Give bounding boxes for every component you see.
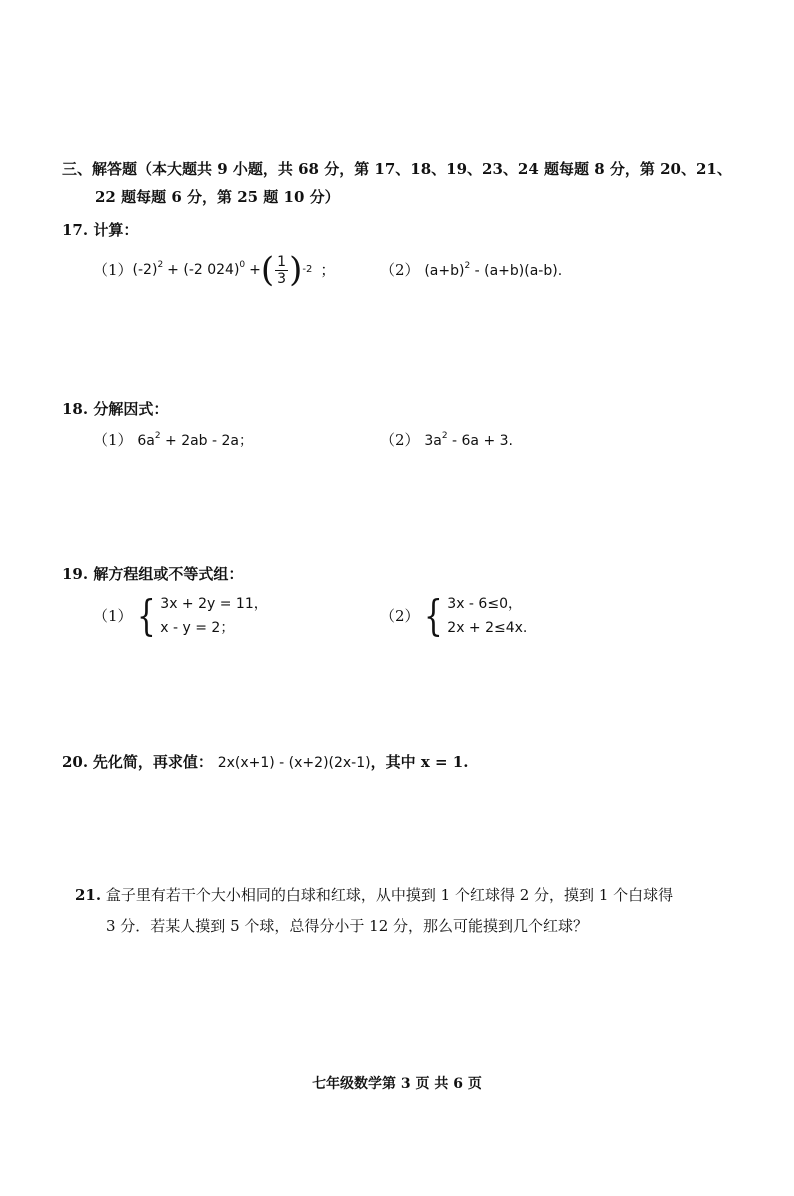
q18-part1-exp: 2 xyxy=(154,431,161,441)
q18-part1-rest: + 2ab - 2a； xyxy=(165,433,254,449)
right-paren: ) xyxy=(289,250,303,290)
section-title-line2: 22 题每题 6 分，第 25 题 10 分） xyxy=(95,188,340,206)
q18-part2-rest: - 6a + 3. xyxy=(452,433,513,449)
q17-part2-exp: 2 xyxy=(464,261,471,271)
question-20-text: 先化简，再求值： xyxy=(92,753,213,771)
q19-part2-inequalities xyxy=(447,592,527,640)
question-18-part1 xyxy=(93,431,253,450)
left-brace-icon: { xyxy=(136,591,156,640)
q19-part1-eq2: x - y = 2； xyxy=(160,620,235,636)
q17-part2-rest: - (a+b)(a-b). xyxy=(474,263,563,279)
q18-part2-base: 3a xyxy=(424,433,442,449)
left-paren: ( xyxy=(260,250,275,290)
question-17-header xyxy=(62,221,138,239)
q17-plus: + xyxy=(249,262,261,278)
question-20-tail: ，其中 x = 1. xyxy=(370,753,469,771)
q18-part1-expr xyxy=(137,433,253,449)
q19-part1-equations xyxy=(160,592,267,640)
question-20-expression: 2x(x+1) - (x+2)(2x-1) xyxy=(217,755,371,771)
question-18-number: 18. xyxy=(62,400,89,418)
q19-part1-system xyxy=(133,592,268,640)
question-21-number: 21. xyxy=(75,886,102,904)
question-21-line1 xyxy=(75,886,673,904)
question-19-header xyxy=(62,565,243,583)
q17-term-a-base: (-2) xyxy=(132,262,158,278)
q18-part1-base: 6a xyxy=(137,433,155,449)
q17-part2-label: （2） xyxy=(380,261,420,279)
question-17-part2 xyxy=(380,261,562,280)
q19-part2-label: （2） xyxy=(380,607,420,625)
question-20-number: 20. xyxy=(62,753,89,771)
question-20 xyxy=(62,753,468,772)
q18-part1-label: （1） xyxy=(93,431,133,449)
q17-fraction xyxy=(275,254,288,287)
q19-part2-system xyxy=(420,592,528,640)
question-17-part1: （1） $(-2)^2$ + (-2 024)$^0$ + ( $\frac{1}{3}$ ) -2 ； xyxy=(93,250,336,290)
q17-term-a-exp: 2 xyxy=(157,260,164,270)
question-17-number: 17. xyxy=(62,221,89,239)
page-footer: 七年级数学第 3 页 共 6 页 xyxy=(312,1076,482,1092)
q18-part2-label: （2） xyxy=(380,431,420,449)
question-19-prompt: 解方程组或不等式组： xyxy=(93,565,244,583)
fraction-denominator: 3 xyxy=(277,270,287,287)
q17-part2-expr xyxy=(424,263,562,279)
left-brace-icon: { xyxy=(423,591,443,640)
question-19-part1 xyxy=(93,592,268,640)
q17-term-a xyxy=(133,261,164,279)
question-18-prompt: 分解因式： xyxy=(93,400,169,418)
q19-part1-label: （1） xyxy=(93,607,133,625)
q19-part2-ineq2: 2x + 2≤4x. xyxy=(447,620,528,636)
q17-part2-base: (a+b) xyxy=(424,263,465,279)
q18-part2-expr xyxy=(424,433,513,449)
section-title-line1: 三、解答题（本大题共 9 小题，共 68 分，第 17、18、19、23、24 题每题 8 分，第 20、21、 xyxy=(62,160,732,178)
question-17-prompt: 计算： xyxy=(93,221,139,239)
question-19-part2 xyxy=(380,592,527,640)
q17-term-b xyxy=(167,261,245,279)
q17-term-b-base: + (-2 024) xyxy=(167,262,240,278)
q17-term-b-exp: 0 xyxy=(239,260,246,270)
question-21-line2: 3 分．若某人摸到 5 个球，总得分小于 12 分，那么可能摸到几个红球？ xyxy=(106,917,589,935)
question-19-number: 19. xyxy=(62,565,89,583)
q17-part1-end: ； xyxy=(320,261,336,279)
q19-part2-ineq1: 3x - 6≤0， xyxy=(447,596,522,612)
q19-part1-eq1: 3x + 2y = 11， xyxy=(160,596,268,612)
fraction-numerator: 1 xyxy=(277,253,287,270)
q17-part1-label: （1） xyxy=(93,261,133,279)
question-18-header xyxy=(62,400,168,418)
question-21-text1: 盒子里有若干个大小相同的白球和红球，从中摸到 1 个红球得 2 分，摸到 1 个白球得 xyxy=(105,886,674,904)
q18-part2-exp: 2 xyxy=(441,431,448,441)
question-18-part2 xyxy=(380,431,513,450)
